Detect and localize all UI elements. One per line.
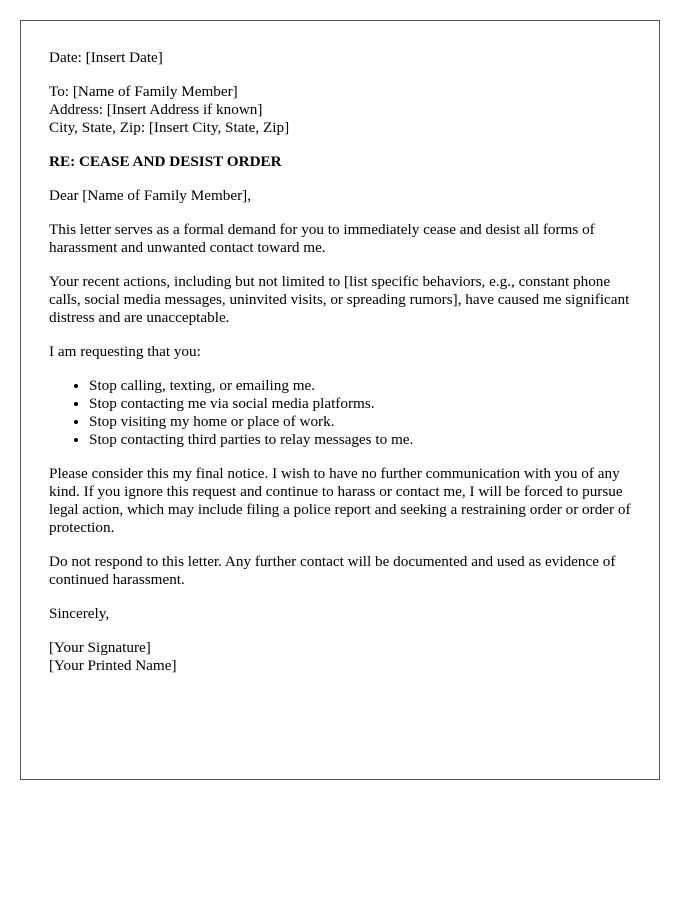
date-line: Date: [Insert Date]	[49, 49, 163, 66]
recipient-to-line: To: [Name of Family Member]	[49, 83, 238, 100]
request-item: • Stop contacting me via social media platforms.	[89, 395, 631, 413]
signature-block	[49, 639, 631, 675]
closing: Sincerely,	[49, 605, 110, 622]
request-list	[49, 377, 631, 449]
paragraph-actions: Your recent actions, including but not limited to [list specific behaviors, e.g., constant phone calls, social media messages, uninvited visits, or spreading rumors], have caused me significant distress and are unacceptable.	[49, 273, 630, 326]
request-item: • Stop visiting my home or place of work.	[89, 413, 631, 431]
signature-line: [Your Signature]	[49, 639, 151, 656]
recipient-block	[49, 83, 631, 137]
paragraph-final-notice: Please consider this my final notice. I wish to have no further communication with you of any kind. If you ignore this request and continue to harass or contact me, I will be forced to pursue legal action, which may include filing a police report and seeking a restraining order or order of protection.	[49, 465, 631, 536]
salutation: Dear [Name of Family Member],	[49, 187, 252, 204]
request-item: • Stop calling, texting, or emailing me.	[89, 377, 631, 395]
subject-line: RE: CEASE AND DESIST ORDER	[49, 153, 282, 170]
recipient-address-line: Address: [Insert Address if known]	[49, 101, 263, 118]
recipient-city-line: City, State, Zip: [Insert City, State, Zip]	[49, 119, 290, 136]
request-intro: I am requesting that you:	[49, 343, 201, 360]
letter-page	[20, 20, 660, 780]
printed-name-line: [Your Printed Name]	[49, 657, 177, 674]
request-item: • Stop contacting third parties to relay messages to me.	[89, 431, 631, 449]
paragraph-demand: This letter serves as a formal demand for you to immediately cease and desist all forms of harassment and unwanted contact toward me.	[49, 221, 595, 256]
paragraph-do-not-respond: Do not respond to this letter. Any further contact will be documented and used as evidence of continued harassment.	[49, 553, 616, 588]
